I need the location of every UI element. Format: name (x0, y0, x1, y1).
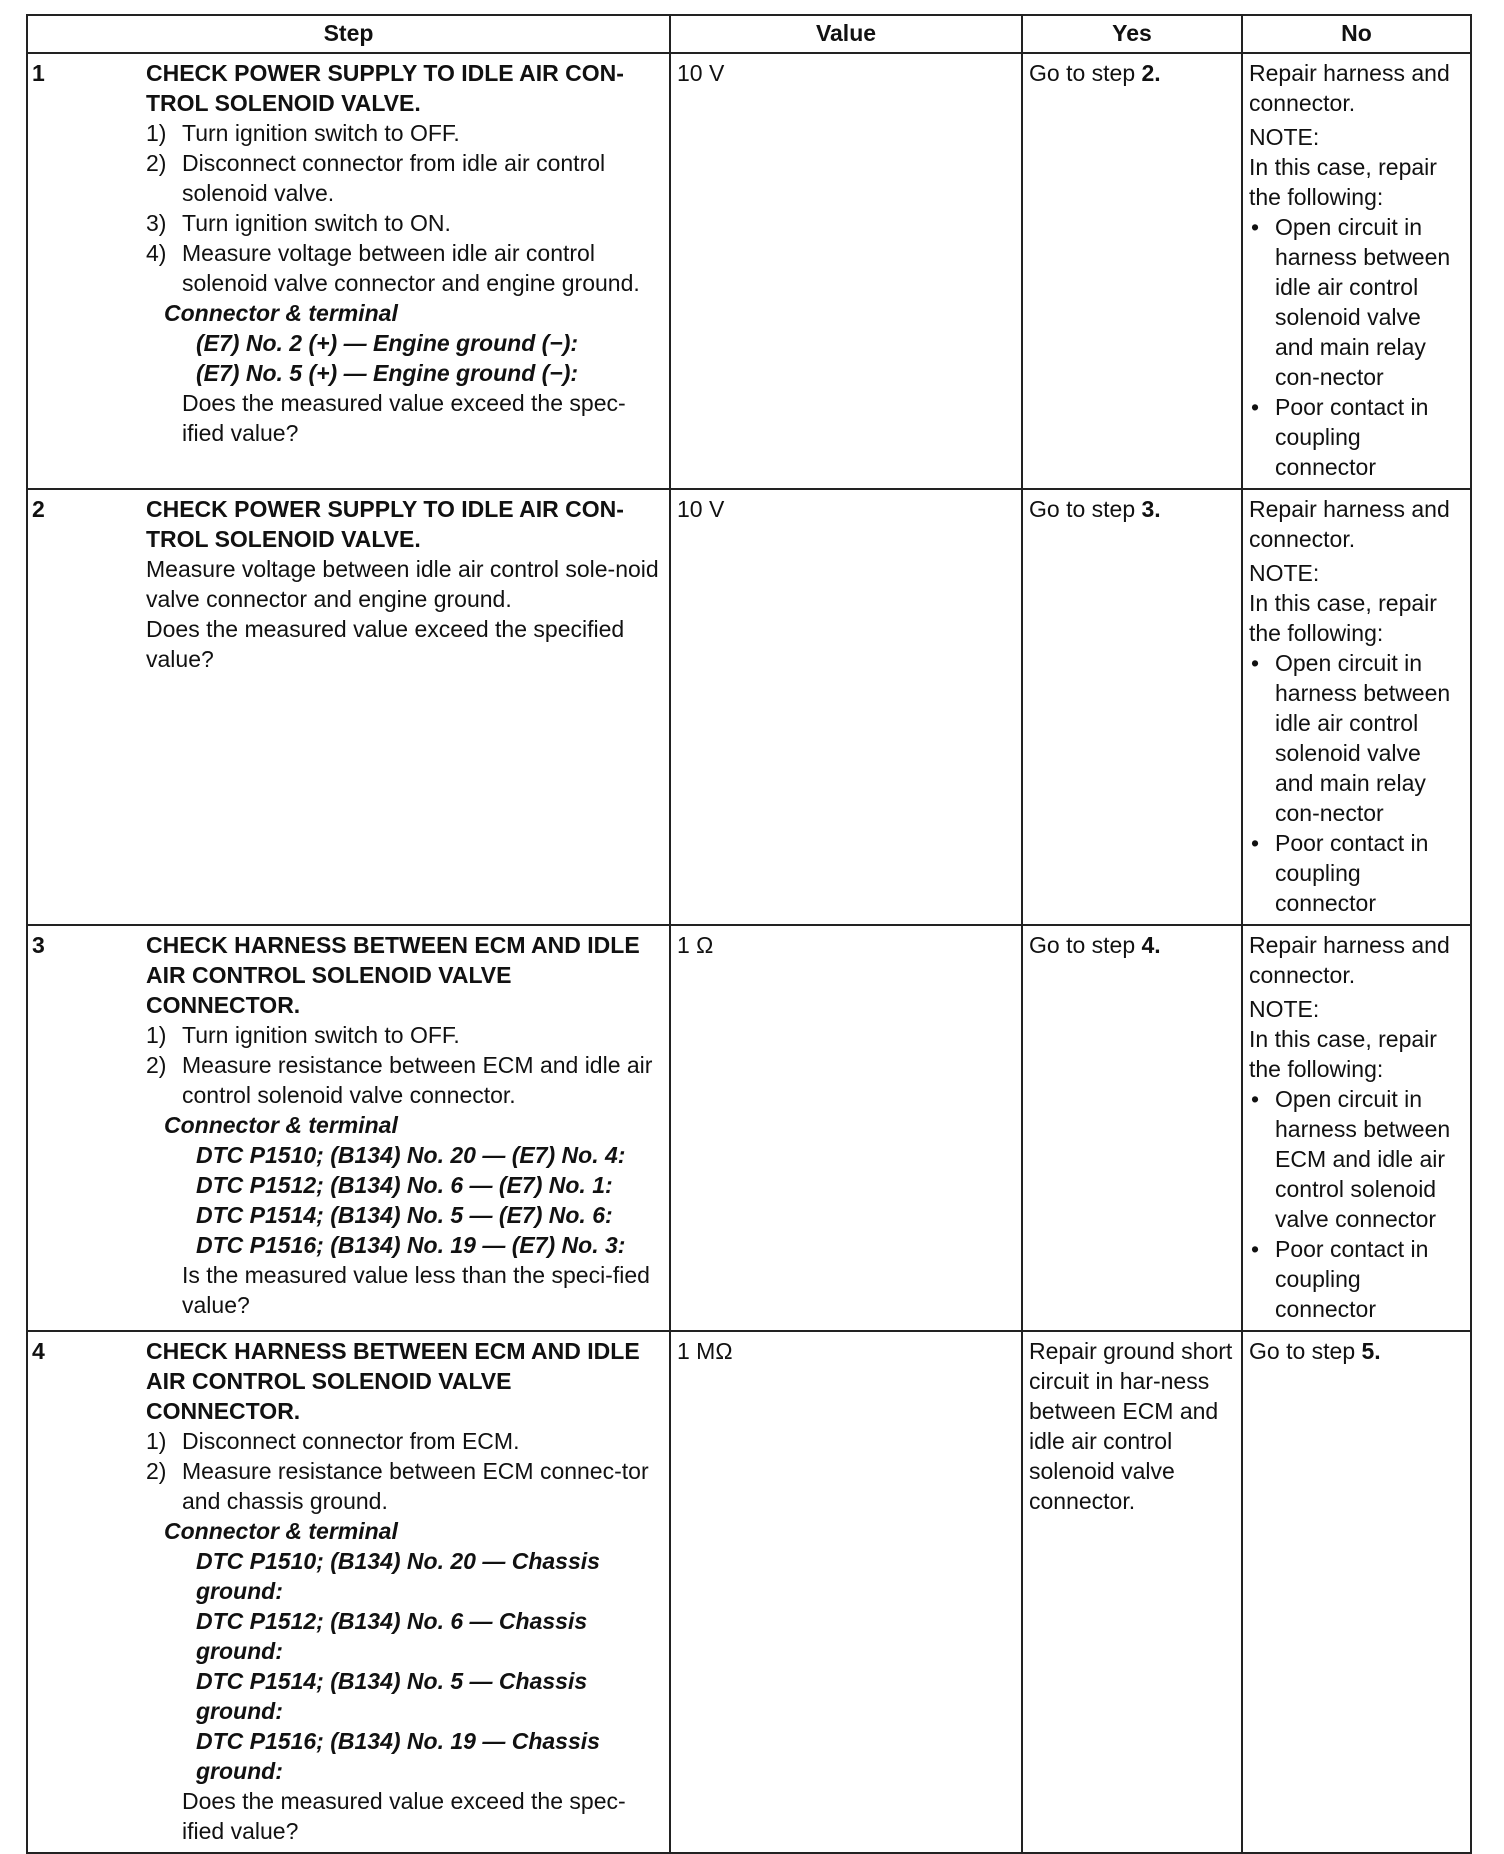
no-cell (1242, 925, 1471, 1331)
step-question: Is the measured value less than the speci-fied value? (182, 1262, 650, 1318)
step-instruction: Measure voltage between idle air control sole-noid valve connector and engine ground. (146, 556, 659, 612)
step-cell (27, 1331, 670, 1853)
yes-cell: Go to step 3. (1022, 489, 1242, 925)
value-cell: 1 Ω (670, 925, 1022, 1331)
step-cell (27, 53, 670, 489)
step-number: 2 (32, 496, 45, 522)
table-header-row (27, 15, 1471, 53)
connector-terminal-label: Connector & terminal (164, 1518, 398, 1544)
step-question: Does the measured value exceed the spec-ified value? (182, 1788, 626, 1844)
note-label: NOTE: (1249, 124, 1320, 150)
note-label: NOTE: (1249, 996, 1320, 1022)
header-value: Value (670, 15, 1022, 53)
instruction-item: 1) Disconnect connector from ECM. (146, 1428, 520, 1454)
note-intro: In this case, repair the following: (1249, 590, 1437, 646)
terminal-value: (E7) No. 5 (+) — Engine ground (−): (196, 360, 579, 386)
connector-terminal-values (146, 328, 663, 388)
instruction-item: 3) Turn ignition switch to ON. (146, 210, 451, 236)
connector-terminal-label: Connector & terminal (164, 300, 398, 326)
header-yes: Yes (1022, 15, 1242, 53)
note-label: NOTE: (1249, 560, 1320, 586)
step-number: 1 (32, 60, 45, 86)
connector-terminal-label: Connector & terminal (164, 1112, 398, 1138)
instruction-item: 2) Disconnect connector from idle air control solenoid valve. (146, 150, 606, 206)
terminal-value: (E7) No. 2 (+) — Engine ground (−): (196, 330, 579, 356)
connector-terminal-values (146, 1140, 663, 1260)
header-no: No (1242, 15, 1471, 53)
step-title: CHECK POWER SUPPLY TO IDLE AIR CON-TROL SOLENOID VALVE. (146, 496, 624, 552)
value-cell: 10 V (670, 53, 1022, 489)
terminal-value: DTC P1510; (B134) No. 20 — (E7) No. 4: (196, 1142, 626, 1168)
connector-terminal-values (146, 1546, 663, 1786)
note-item: • Open circuit in harness between idle air control solenoid valve and main relay con-nector (1251, 650, 1451, 826)
table-row-step-4 (27, 1331, 1471, 1853)
no-cell: Go to step 5. (1242, 1331, 1471, 1853)
step-title: CHECK POWER SUPPLY TO IDLE AIR CON-TROL SOLENOID VALVE. (146, 60, 624, 116)
no-cell (1242, 53, 1471, 489)
table-row-step-2 (27, 489, 1471, 925)
note-item: • Poor contact in coupling connector (1251, 1236, 1429, 1322)
header-step: Step (27, 15, 670, 53)
diagnostic-procedure-table-container (26, 14, 1470, 1854)
note-item: • Open circuit in harness between ECM and idle air control solenoid valve connector (1251, 1086, 1451, 1232)
table-row-step-1 (27, 53, 1471, 489)
step-number: 3 (32, 932, 45, 958)
no-cell (1242, 489, 1471, 925)
note-intro: In this case, repair the following: (1249, 1026, 1437, 1082)
step-number: 4 (32, 1338, 45, 1364)
instruction-list (146, 1020, 663, 1110)
note-item: • Poor contact in coupling connector (1251, 830, 1429, 916)
terminal-value: DTC P1510; (B134) No. 20 — Chassis ground: (196, 1548, 600, 1604)
instruction-item: 4) Measure voltage between idle air control solenoid valve connector and engine ground. (146, 240, 640, 296)
terminal-value: DTC P1512; (B134) No. 6 — Chassis ground: (196, 1608, 588, 1664)
instruction-list (146, 1426, 663, 1516)
step-question: Does the measured value exceed the spec-ified value? (182, 390, 626, 446)
value-cell: 1 MΩ (670, 1331, 1022, 1853)
step-cell (27, 925, 670, 1331)
note-item: • Poor contact in coupling connector (1251, 394, 1429, 480)
note-intro: In this case, repair the following: (1249, 154, 1437, 210)
no-action: Repair harness and connector. (1249, 496, 1450, 552)
terminal-value: DTC P1514; (B134) No. 5 — (E7) No. 6: (196, 1202, 613, 1228)
yes-cell: Go to step 2. (1022, 53, 1242, 489)
terminal-value: DTC P1516; (B134) No. 19 — (E7) No. 3: (196, 1232, 626, 1258)
no-action: Repair harness and connector. (1249, 60, 1450, 116)
instruction-item: 2) Measure resistance between ECM connec-tor and chassis ground. (146, 1458, 649, 1514)
no-action: Repair harness and connector. (1249, 932, 1450, 988)
instruction-item: 1) Turn ignition switch to OFF. (146, 1022, 460, 1048)
terminal-value: DTC P1512; (B134) No. 6 — (E7) No. 1: (196, 1172, 613, 1198)
table-row-step-3 (27, 925, 1471, 1331)
step-title: CHECK HARNESS BETWEEN ECM AND IDLE AIR CONTROL SOLENOID VALVE CONNECTOR. (146, 932, 640, 1018)
note-list (1249, 212, 1464, 482)
terminal-value: DTC P1514; (B134) No. 5 — Chassis ground: (196, 1668, 588, 1724)
value-cell: 10 V (670, 489, 1022, 925)
instruction-list (146, 118, 663, 298)
instruction-item: 2) Measure resistance between ECM and idle air control solenoid valve connector. (146, 1052, 653, 1108)
terminal-value: DTC P1516; (B134) No. 19 — Chassis ground: (196, 1728, 600, 1784)
diagnostic-procedure-table (26, 14, 1472, 1854)
yes-cell: Go to step 4. (1022, 925, 1242, 1331)
step-question: Does the measured value exceed the specified value? (146, 616, 625, 672)
instruction-item: 1) Turn ignition switch to OFF. (146, 120, 460, 146)
yes-cell: Repair ground short circuit in har-ness between ECM and idle air control solenoid valve connector. (1022, 1331, 1242, 1853)
note-list (1249, 1084, 1464, 1324)
note-item: • Open circuit in harness between idle air control solenoid valve and main relay con-nector (1251, 214, 1451, 390)
step-cell (27, 489, 670, 925)
note-list (1249, 648, 1464, 918)
step-title: CHECK HARNESS BETWEEN ECM AND IDLE AIR CONTROL SOLENOID VALVE CONNECTOR. (146, 1338, 640, 1424)
